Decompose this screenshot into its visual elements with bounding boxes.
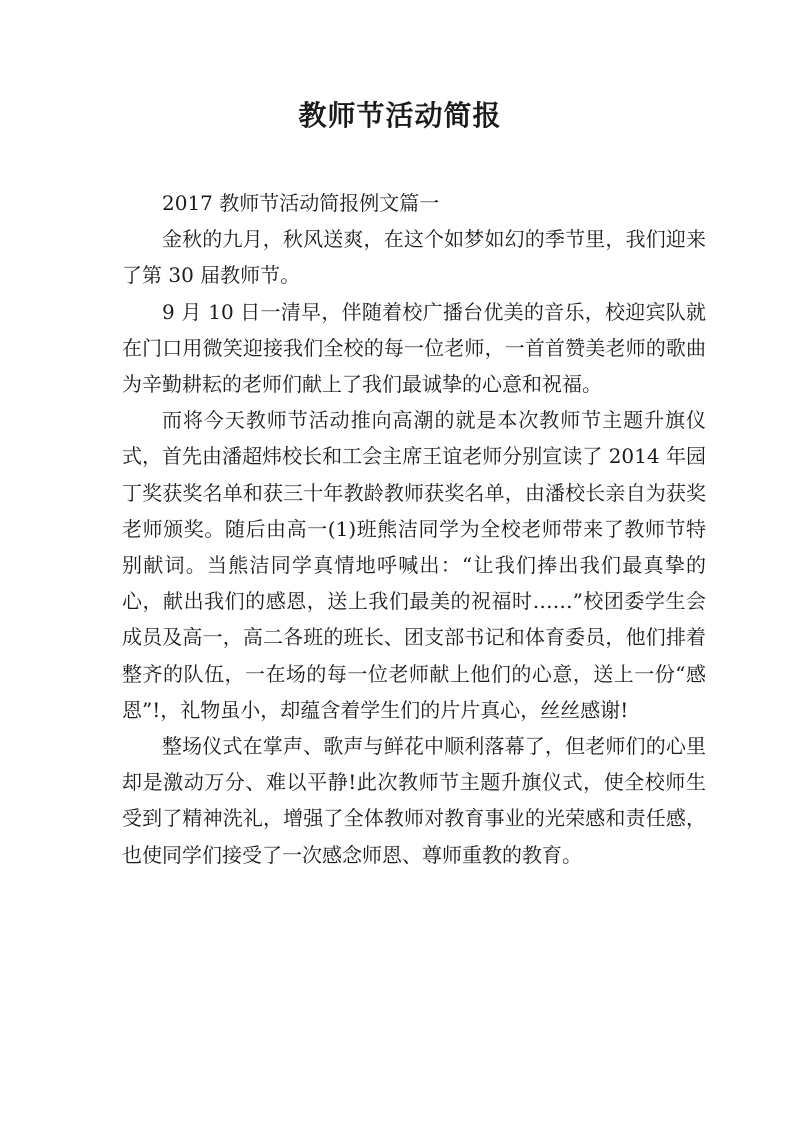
document-body bbox=[122, 185, 706, 873]
document-title: 教师节活动简报 bbox=[298, 99, 502, 132]
section-heading: 2017 教师节活动简报例文篇一 bbox=[162, 191, 440, 215]
paragraph: 整场仪式在掌声、歌声与鲜花中顺利落幕了，但老师们的心里却是激动万分、难以平静!此次教师节主题升旗仪式，使全校师生受到了精神洗礼，增强了全体教师对教育事业的光荣感和责任感，也使同学们接受了一次感念师恩、尊师重教的教育。 bbox=[122, 734, 706, 867]
paragraph: 而将今天教师节活动推向高潮的就是本次教师节主题升旗仪式，首先由潘超炜校长和工会主席王谊老师分别宣读了 2014 年园丁奖获奖名单和获三十年教龄教师获奖名单，由潘校长亲自为获奖老师颁奖。随后由高一(1)班熊洁同学为全校老师带来了教师节特别献词。当熊洁同学真情地呼喊出：“让我们捧出我们最真挚的心，献出我们的感恩，送上我们最美的祝福时……”校团委学生会成员及高一，高二各班的班长、团支部书记和体育委员，他们排着整齐的队伍，一在场的每一位老师献上他们的心意，送上一份“感恩”!，礼物虽小，却蕴含着学生们的片片真心，丝丝感谢! bbox=[122, 408, 706, 722]
paragraph: 9 月 10 日一清早，伴随着校广播台优美的音乐，校迎宾队就在门口用微笑迎接我们全校的每一位老师，一首首赞美老师的歌曲为辛勤耕耘的老师们献上了我们最诚挚的心意和祝福。 bbox=[122, 299, 706, 397]
paragraph: 金秋的九月，秋风送爽，在这个如梦如幻的季节里，我们迎来了第 30 届教师节。 bbox=[122, 227, 706, 288]
